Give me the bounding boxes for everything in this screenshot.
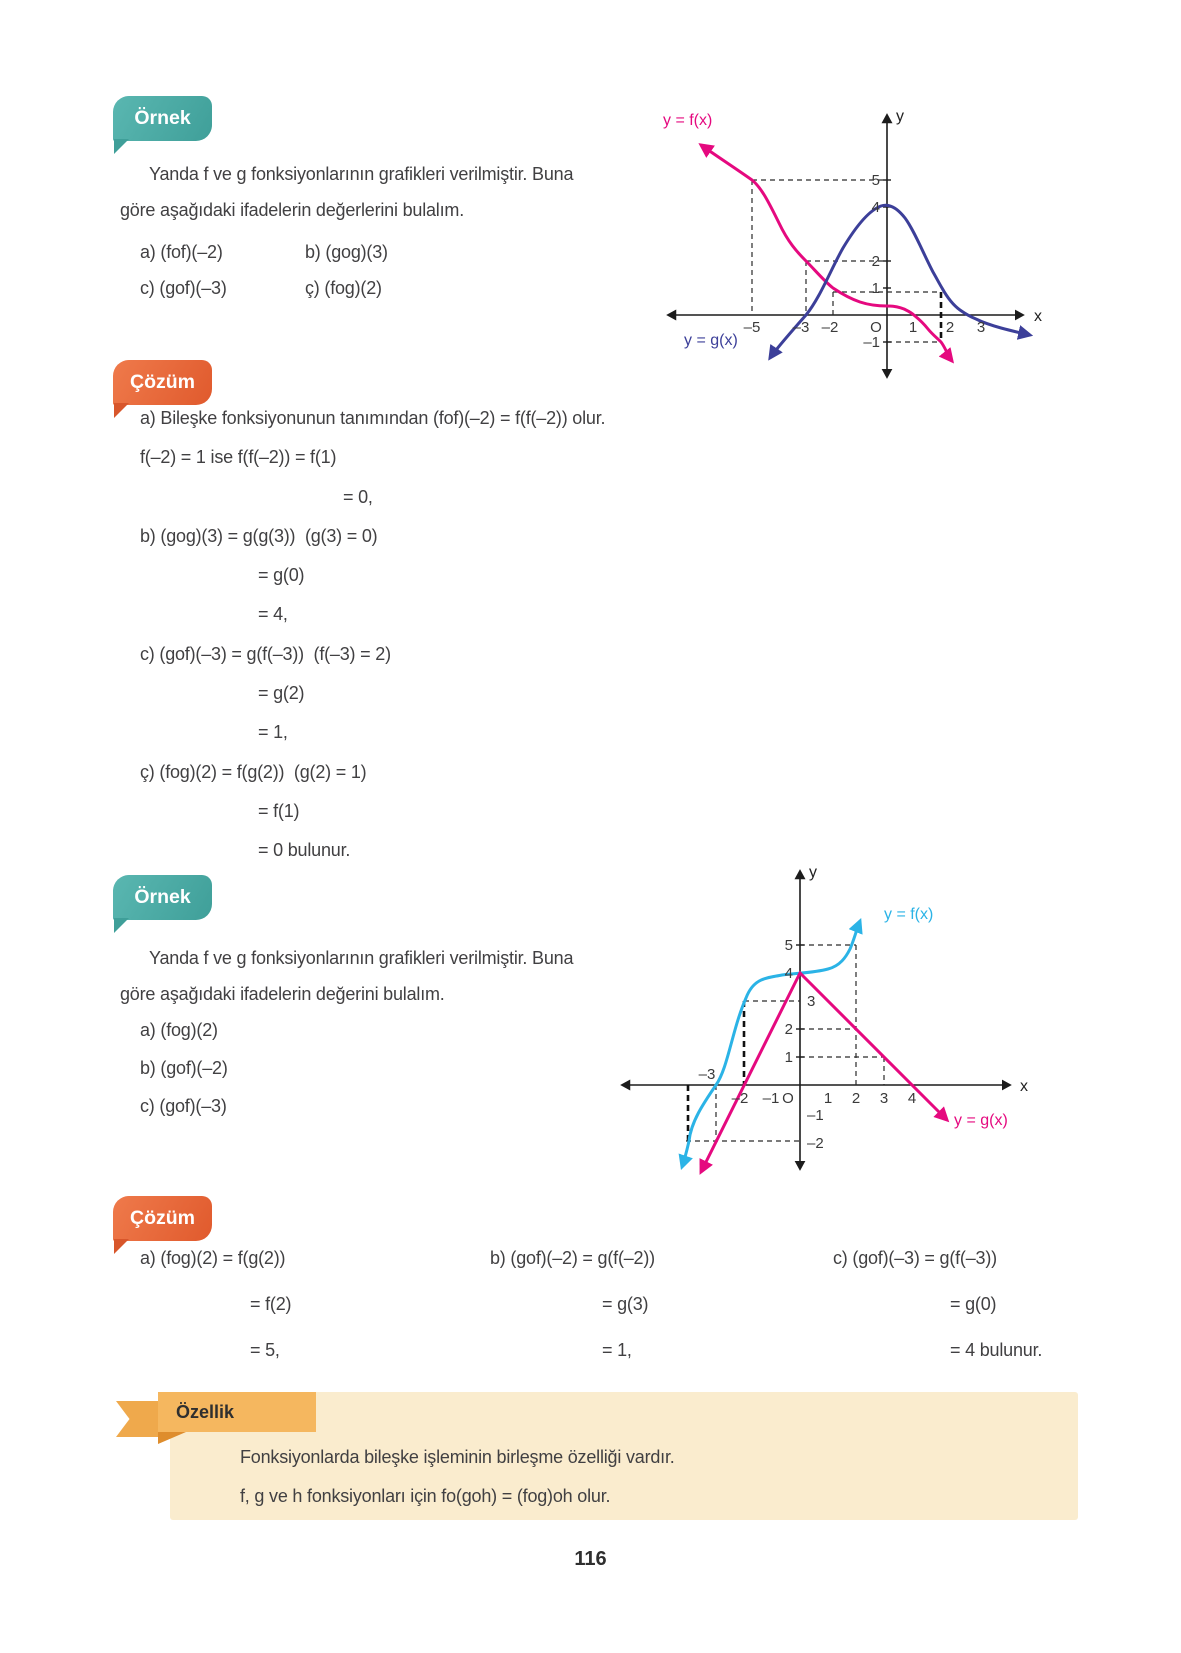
graph1-dashed-guides (752, 180, 941, 342)
solution1-line-c2: = g(2) (258, 683, 305, 703)
property-line2: f, g ve h fonksiyonları için fo(goh) = (fog)oh olur. (240, 1486, 611, 1506)
solution1-line-c3: = 1, (258, 722, 288, 742)
graph2-xtick-3: 3 (879, 1090, 889, 1107)
page-number: 116 (574, 1548, 607, 1570)
graph2-ytick-neg1: –1 (807, 1107, 824, 1124)
graph2-x-axis-label: x (1020, 1078, 1028, 1095)
solution1-line-d3: = 0 bulunur. (258, 840, 351, 860)
graph2-f-label: y = f(x) (884, 906, 934, 923)
example2-item-b: b) (gof)(–2) (140, 1058, 228, 1078)
example1-item-d: ç) (fog)(2) (305, 278, 382, 298)
graph1-xtick-neg5: –5 (743, 319, 761, 336)
property-badge-label: Özellik (176, 1401, 235, 1422)
example2-item-a: a) (fog)(2) (140, 1020, 218, 1040)
solution2-b-line3: = 1, (602, 1340, 632, 1360)
property-ribbon (158, 1392, 316, 1432)
graph2-g-curve (698, 973, 947, 1172)
graph1-y-axis-label: y (896, 108, 904, 125)
solution2-c-line3: = 4 bulunur. (950, 1340, 1043, 1360)
solution2-a-line2: = f(2) (250, 1294, 292, 1314)
property-ribbon-fold (158, 1432, 186, 1444)
graph1-origin-label: O (870, 319, 882, 336)
graph1-ytick-2: 2 (871, 253, 880, 270)
graph1-xtick-2: 2 (945, 319, 955, 336)
graph1-xtick-neg3: –3 (792, 319, 810, 336)
solution2-badge-label: Çözüm (130, 1207, 195, 1229)
graph2-ytick-4: 4 (784, 965, 793, 982)
graph1-ytick-5: 5 (871, 172, 880, 189)
graph1-xtick-neg2: –2 (821, 319, 839, 336)
graph1-x-axis-label: x (1034, 308, 1042, 325)
solution1-line-d1: ç) (fog)(2) = f(g(2)) (g(2) = 1) (140, 762, 367, 782)
example1-intro-line2: göre aşağıdaki ifadelerin değerlerini bulalım. (120, 200, 465, 220)
graph2-ytick-neg2: –2 (807, 1135, 824, 1152)
solution2-c-line1: c) (gof)(–3) = g(f(–3)) (833, 1248, 997, 1268)
solution1-badge (113, 360, 212, 405)
solution1-line-a2: f(–2) = 1 ise f(f(–2)) = f(1) (140, 447, 337, 467)
example2-badge (113, 875, 212, 920)
solution1-line-b1: b) (gog)(3) = g(g(3)) (g(3) = 0) (140, 526, 378, 546)
graph2-xtick-1: 1 (823, 1090, 833, 1107)
graph2-f-curve (682, 921, 860, 1167)
solution2-a-line1: a) (fog)(2) = f(g(2)) (140, 1248, 286, 1268)
example1-item-a: a) (fof)(–2) (140, 242, 223, 262)
example2-item-c: c) (gof)(–3) (140, 1096, 227, 1116)
example2-badge-label: Örnek (134, 886, 191, 908)
graph2-ytick-2: 2 (784, 1021, 793, 1038)
solution1-line-c1: c) (gof)(–3) = g(f(–3)) (f(–3) = 2) (140, 644, 391, 664)
example1-item-c: c) (gof)(–3) (140, 278, 227, 298)
graph2-xtick-labels (699, 1066, 917, 1107)
solution2-b-line1: b) (gof)(–2) = g(f(–2)) (490, 1248, 655, 1268)
solution1-badge-label: Çözüm (130, 371, 195, 393)
graph1-ytick-neg1: –1 (863, 334, 880, 351)
graph1-xtick-1: 1 (908, 319, 918, 336)
graph2-figure (600, 823, 1080, 1183)
graph2-y-axis-label: y (809, 864, 817, 881)
property-line1: Fonksiyonlarda bileşke işleminin birleşme özelliği vardır. (240, 1447, 675, 1467)
example1-item-b: b) (gog)(3) (305, 242, 388, 262)
example1-intro-line1: Yanda f ve g fonksiyonlarının grafikleri verilmiştir. Buna (149, 164, 574, 184)
solution2-badge (113, 1196, 212, 1241)
example2-intro-line1: Yanda f ve g fonksiyonlarının grafikleri verilmiştir. Buna (149, 948, 574, 968)
graph2-ytick-1: 1 (784, 1049, 793, 1066)
graph1-f-label: y = f(x) (663, 112, 713, 129)
graph1-ytick-1: 1 (871, 280, 880, 297)
graph2-g-label: y = g(x) (954, 1112, 1008, 1129)
graph2-ytick-3: 3 (807, 993, 816, 1010)
solution1-line-b2: = g(0) (258, 565, 305, 585)
graph1-g-label: y = g(x) (684, 332, 738, 349)
example2-intro-line2: göre aşağıdaki ifadelerin değerini bulalım. (120, 984, 445, 1004)
graph2-xtick-4: 4 (907, 1090, 917, 1107)
solution2-c-line2: = g(0) (950, 1294, 997, 1314)
solution1-line-d2: = f(1) (258, 801, 300, 821)
graph2-ytick-labels-right (807, 993, 824, 1152)
solution2-a-line3: = 5, (250, 1340, 280, 1360)
solution1-line-a3: = 0, (343, 487, 373, 507)
graph1-figure (640, 85, 1070, 395)
solution1-line-a1: a) Bileşke fonksiyonunun tanımından (fof)(–2) = f(f(–2)) olur. (140, 408, 606, 428)
graph2-xtick-neg3: –3 (698, 1066, 716, 1083)
solution2-b-line2: = g(3) (602, 1294, 649, 1314)
graph2-xtick-2: 2 (851, 1090, 861, 1107)
graph2-xtick-neg1: –1 (762, 1090, 780, 1107)
graph1-xtick-3: 3 (976, 319, 986, 336)
example1-badge (113, 96, 212, 141)
graph2-xtick-neg2: –2 (731, 1090, 749, 1107)
graph1-ytick-4: 4 (871, 199, 880, 216)
solution1-line-b3: = 4, (258, 604, 288, 624)
graph2-origin-label: O (782, 1090, 794, 1107)
example1-badge-label: Örnek (134, 107, 191, 129)
graph2-ytick-5: 5 (784, 937, 793, 954)
